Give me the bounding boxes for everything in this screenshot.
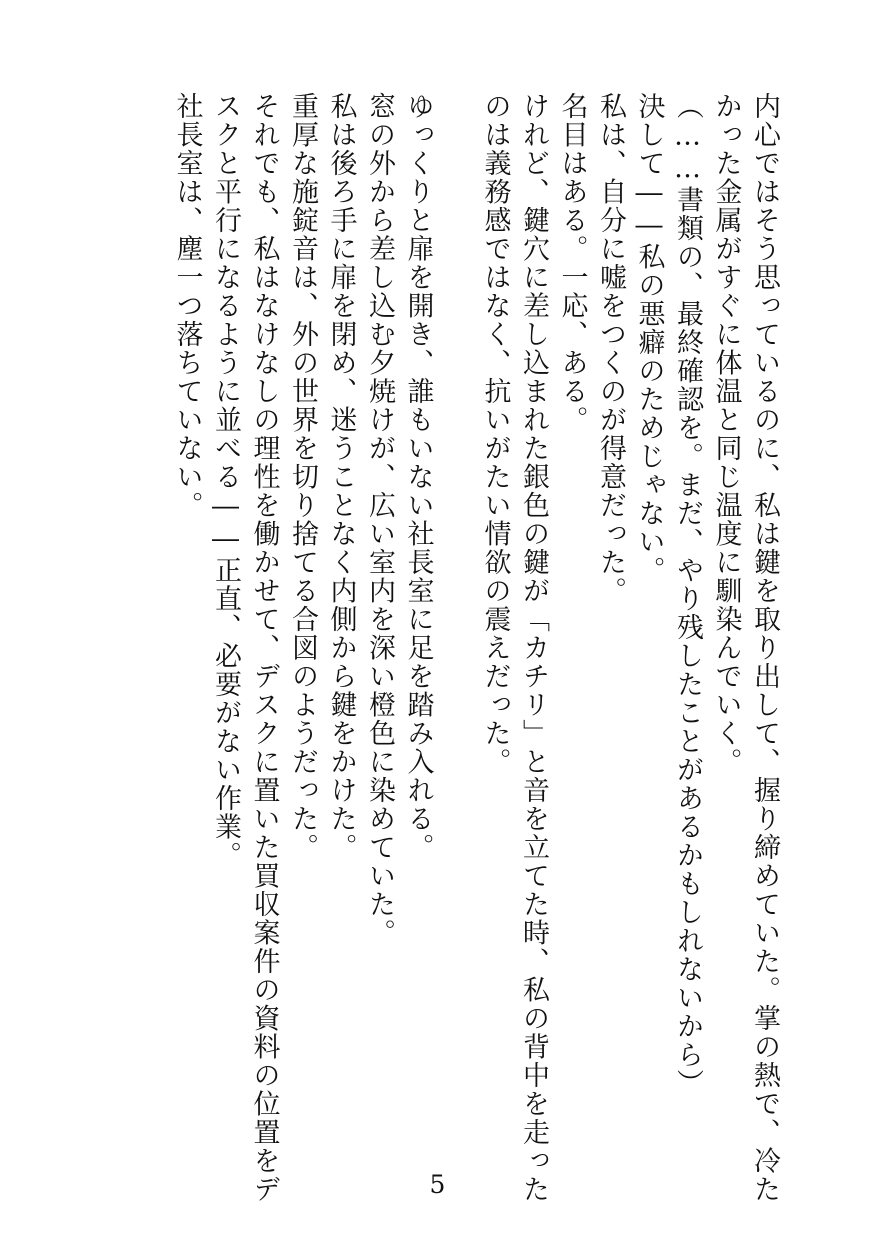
page-number: 5 — [429, 1170, 446, 1199]
text-line: 私は、自分に嘘をつくのが得意だった。 — [595, 92, 626, 605]
text-line: 社長室は、塵一つ落ちていない。 — [171, 92, 203, 520]
text-line: のは義務感ではなく、抗いがたい情欲の震えだった。 — [479, 92, 511, 776]
text-line: 内心ではそう思っているのに、私は鍵を取り出して、握り締めていた。掌の熱で、冷た — [749, 92, 780, 1204]
text-line: 名目はある。一応、ある。 — [556, 92, 588, 434]
section-break — [437, 92, 476, 1172]
text-line: 重厚な施錠音は、外の世界を切り捨てる合図のようだった。 — [287, 92, 318, 862]
text-line: 窓の外から差し込む夕焼けが、広い室内を深い橙色に染めていた。 — [364, 92, 395, 947]
text-line: かった金属がすぐに体温と同じ温度に馴染んでいく。 — [710, 92, 742, 776]
text-line: スクと平行になるように並べる――正直、必要がない作業。 — [210, 92, 241, 870]
text-line: ゆっくりと扉を開き、誰もいない社長室に足を踏み入れる。 — [402, 92, 434, 862]
text-line: 私は後ろ手に扉を閉め、迷うことなく内側から鍵をかけた。 — [325, 92, 357, 862]
text-line: 決して――私の悪癖のためじゃない。 — [633, 92, 665, 585]
vertical-text-body — [167, 92, 783, 1204]
text-line: けれど、鍵穴に差し込まれた銀色の鍵が「カチリ」と音を立てた時、私の背中を走った — [518, 92, 549, 1204]
text-line: それでも、私はなけなしの理性を働かせて、デスクに置いた買収案件の資料の位置をデ — [248, 92, 280, 1204]
text-line: （……書類の、最終確認を。まだ、やり残したことがあるかもしれないから） — [672, 92, 703, 1098]
